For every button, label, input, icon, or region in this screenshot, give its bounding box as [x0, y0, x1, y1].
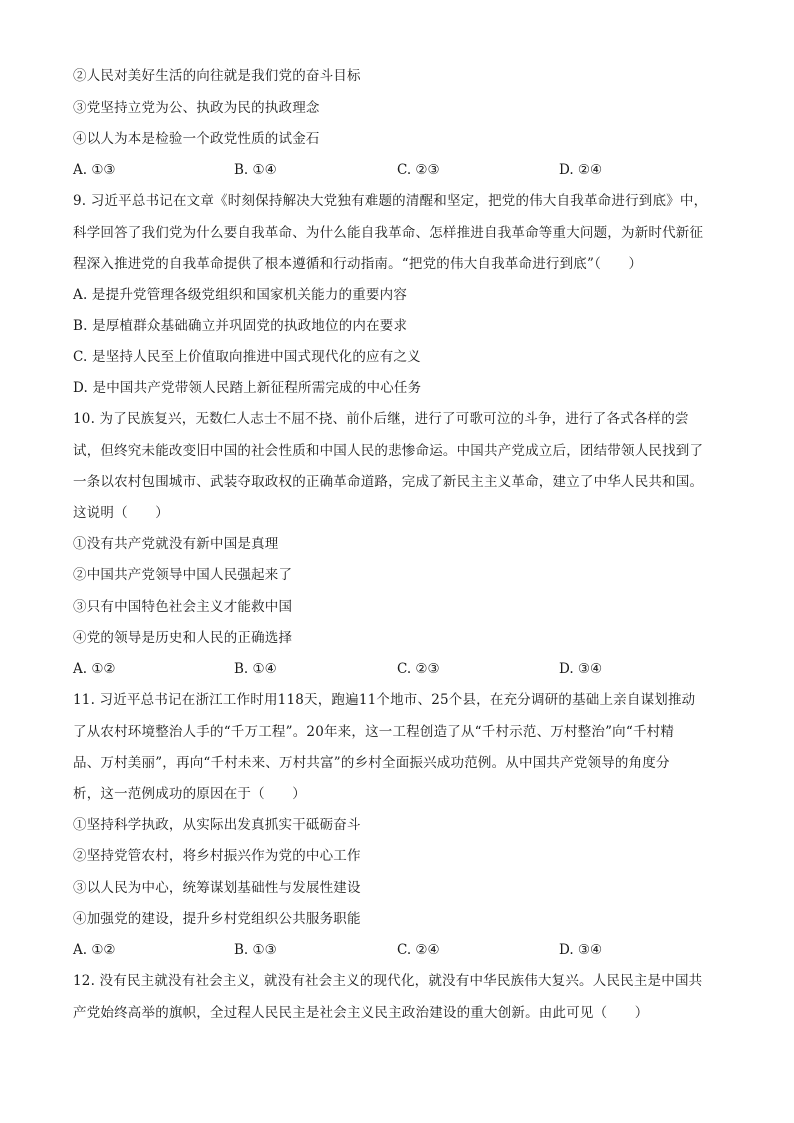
q10-option-c: C. ②③	[397, 661, 440, 677]
q8-option-c: C. ②③	[397, 162, 440, 178]
q11-options	[73, 940, 723, 960]
q11-option-d: D. ③④	[559, 942, 603, 958]
q8-option-b: B. ①④	[234, 162, 277, 178]
q10-options	[73, 659, 723, 679]
q10-stem-line-4: 这说明（ ）	[73, 505, 169, 521]
q9-option-b: B. 是厚植群众基础确立并巩固党的执政地位的内在要求	[73, 318, 408, 334]
q11-stem-line-1: 11. 习近平总书记在浙江工作时用118天，跑遍11个地市、25个县，在充分调研的基础上亲自谋划推动	[73, 692, 696, 708]
q8-item-3: ③党坚持立党为公、执政为民的执政理念	[73, 100, 320, 116]
q11-item-1: ①坚持科学执政，从实际出发真抓实干砥砺奋斗	[73, 817, 361, 833]
q11-option-a: A. ①②	[73, 942, 116, 958]
q9-option-d: D. 是中国共产党带领人民踏上新征程所需完成的中心任务	[73, 380, 422, 396]
q10-option-d: D. ③④	[559, 661, 603, 677]
q8-option-a: A. ①③	[73, 162, 116, 178]
q11-stem-line-4: 析，这一范例成功的原因在于（ ）	[73, 786, 306, 802]
q9-option-a: A. 是提升党管理各级党组织和国家机关能力的重要内容	[73, 287, 408, 303]
q10-item-2: ②中国共产党领导中国人民强起来了	[73, 567, 293, 583]
q11-option-c: C. ②④	[397, 942, 440, 958]
q8-item-4: ④以人为本是检验一个政党性质的试金石	[73, 131, 320, 147]
q10-item-4: ④党的领导是历史和人民的正确选择	[73, 630, 293, 646]
q8-option-d: D. ②④	[559, 162, 603, 178]
q12-stem-line-2: 产党始终高举的旗帜，全过程人民民主是社会主义民主政治建设的重大创新。由此可见（ ）	[73, 1005, 649, 1021]
q11-stem-line-3: 品、万村美丽”，再向“千村未来、万村共富”的乡村全面振兴成功范例。从中国共产党领导的角度分	[73, 755, 670, 771]
q11-option-b: B. ①③	[234, 942, 277, 958]
q10-stem-line-2: 试，但终究未能改变旧中国的社会性质和中国人民的悲惨命运。中国共产党成立后，团结带领人民找到了	[73, 443, 704, 459]
q10-stem-line-1: 10. 为了民族复兴，无数仁人志士不屈不挠、前仆后继，进行了可歌可泣的斗争，进行了各式各样的尝	[73, 411, 689, 427]
q11-item-3: ③以人民为中心，统筹谋划基础性与发展性建设	[73, 880, 361, 896]
q10-item-3: ③只有中国特色社会主义才能救中国	[73, 599, 293, 615]
q9-stem-line-2: 科学回答了我们党为什么要自我革命、为什么能自我革命、怎样推进自我革命等重大问题，为新时代新征	[73, 225, 704, 241]
q11-item-4: ④加强党的建设，提升乡村党组织公共服务职能	[73, 911, 361, 927]
q8-options	[73, 160, 723, 180]
q9-stem-line-3: 程深入推进党的自我革命提供了根本遵循和行动指南。“把党的伟大自我革命进行到底”（ ）	[73, 256, 643, 272]
q8-item-2: ②人民对美好生活的向往就是我们党的奋斗目标	[73, 68, 361, 84]
q10-option-a: A. ①②	[73, 661, 116, 677]
q10-option-b: B. ①④	[234, 661, 277, 677]
q9-stem-line-1: 9. 习近平总书记在文章《时刻保持解决大党独有难题的清醒和坚定，把党的伟大自我革命进行到底》中，	[73, 193, 708, 209]
q10-item-1: ①没有共产党就没有新中国是真理	[73, 536, 279, 552]
q11-item-2: ②坚持党管农村，将乡村振兴作为党的中心工作	[73, 848, 361, 864]
q10-stem-line-3: 一条以农村包围城市、武装夺取政权的正确革命道路，完成了新民主主义革命，建立了中华人民共和国。	[73, 474, 704, 490]
q11-stem-line-2: 了从农村环境整治人手的“千万工程”。20年来，这一工程创造了从“千村示范、万村整治”向“千村精	[73, 724, 675, 740]
q12-stem-line-1: 12. 没有民主就没有社会主义，就没有社会主义的现代化，就没有中华民族伟大复兴。人民民主是中国共	[73, 973, 703, 989]
q9-option-c: C. 是坚持人民至上价值取向推进中国式现代化的应有之义	[73, 349, 421, 365]
